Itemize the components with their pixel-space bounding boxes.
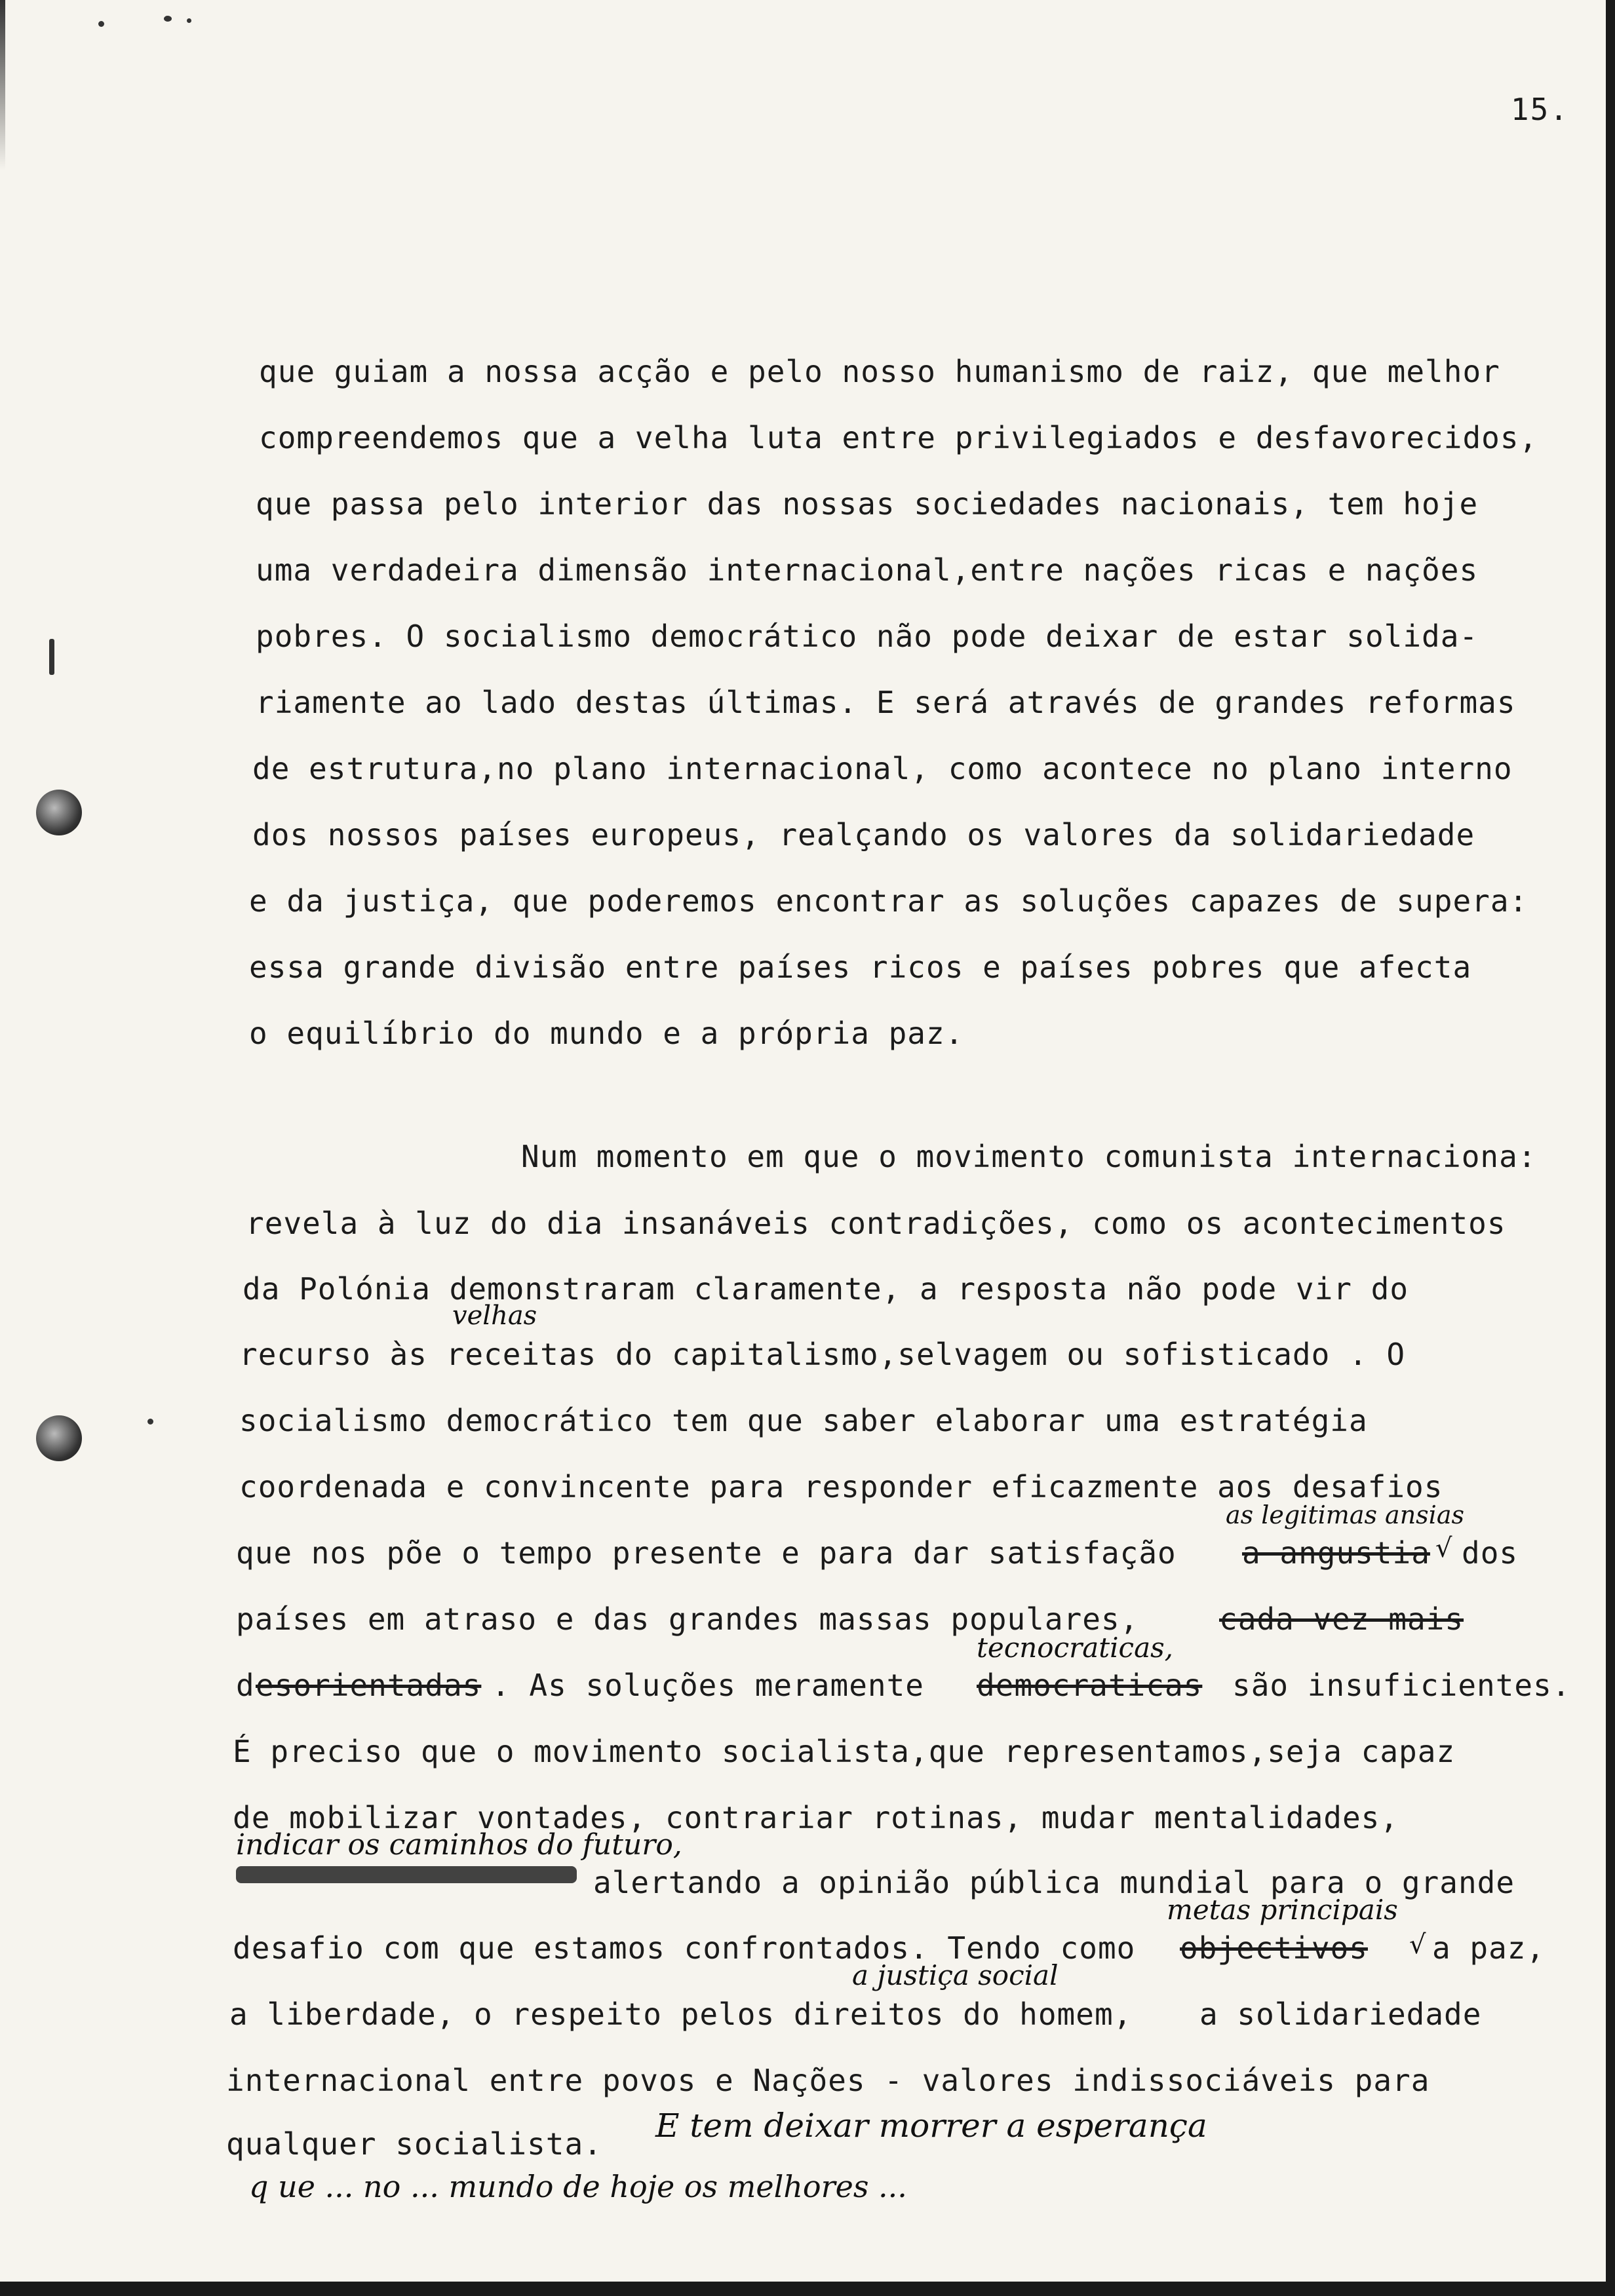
text-line: . As soluções meramente	[492, 1668, 924, 1703]
text-line: pobres. O socialismo democrático não pode deixar de estar solida-	[256, 619, 1479, 654]
struck-text: objectivos	[1180, 1930, 1368, 1966]
text-line: uma verdadeira dimensão internacional,entre nações ricas e nações	[256, 552, 1479, 588]
text-line: qualquer socialista.	[226, 2126, 602, 2162]
speck	[147, 1419, 153, 1425]
text-line: dos nossos países europeus, realçando os valores da solidariedade	[252, 817, 1475, 852]
text-line: que passa pelo interior das nossas sociedades nacionais, tem hoje	[256, 486, 1479, 522]
handwritten-note: metas principais	[1167, 1894, 1398, 1926]
text-line: da Polónia demonstraram claramente, a resposta não pode vir do	[243, 1271, 1409, 1307]
scan-edge-right	[1606, 0, 1615, 2296]
text-line: a solidariedade	[1199, 1997, 1482, 2032]
text-line: são insuficientes.	[1232, 1668, 1571, 1703]
text-line: a paz,	[1432, 1930, 1546, 1966]
struck-text: esorientadas	[256, 1668, 482, 1703]
text-line: d	[236, 1668, 255, 1703]
struck-text: a angustia	[1242, 1535, 1430, 1571]
handwritten-note: indicar os caminhos do futuro,	[236, 1828, 682, 1862]
text-line: Num momento em que o movimento comunista internaciona:	[521, 1139, 1537, 1174]
struck-text: cada vez mais	[1219, 1601, 1464, 1637]
handwritten-note: tecnocraticas,	[977, 1632, 1174, 1664]
text-line: desafio com que estamos confrontados. Tendo como	[233, 1930, 1136, 1966]
speck	[187, 18, 191, 23]
text-line: compreendemos que a velha luta entre privilegiados e desfavorecidos,	[259, 420, 1538, 455]
speck	[98, 21, 104, 27]
struck-text: democraticas	[977, 1668, 1203, 1703]
speck	[164, 16, 172, 22]
text-line: de mobilizar vontades, contrariar rotinas, mudar mentalidades,	[233, 1800, 1399, 1835]
scribbled-out-text	[236, 1866, 577, 1883]
text-line: países em atraso e das grandes massas populares,	[236, 1601, 1139, 1637]
text-line: socialismo democrático tem que saber elaborar uma estratégia	[239, 1403, 1368, 1438]
scan-edge-left	[0, 0, 5, 170]
text-line: o equilíbrio do mundo e a própria paz.	[249, 1016, 964, 1051]
text-line: recurso às receitas do capitalismo,selvagem ou sofisticado . O	[239, 1337, 1406, 1372]
text-line: a liberdade, o respeito pelos direitos do homem,	[229, 1997, 1133, 2032]
handwritten-note: as legitimas ansias	[1226, 1501, 1464, 1529]
text-line: dos	[1462, 1535, 1519, 1571]
text-line: que guiam a nossa acção e pelo nosso humanismo de raiz, que melhor	[259, 354, 1500, 389]
text-line: alertando a opinião pública mundial para o grande	[593, 1865, 1515, 1900]
text-line: internacional entre povos e Nações - valores indissociáveis para	[226, 2063, 1430, 2098]
insertion-mark: √	[1409, 1930, 1426, 1960]
insertion-mark: √	[1435, 1533, 1452, 1563]
text-line: essa grande divisão entre países ricos e países pobres que afecta	[249, 949, 1472, 985]
handwritten-note: velhas	[452, 1301, 537, 1331]
page-number: 15.	[1510, 92, 1569, 127]
text-line: riamente ao lado destas últimas. E será através de grandes reformas	[256, 685, 1516, 720]
handwritten-note: E tem deixar morrer a esperança	[655, 2107, 1207, 2145]
text-line: É preciso que o movimento socialista,que representamos,seja capaz	[233, 1734, 1456, 1769]
handwritten-note: a justiça social	[852, 1959, 1059, 1991]
text-line: de estrutura,no plano internacional, como acontece no plano interno	[252, 751, 1513, 786]
handwritten-note: q ue ... no ... mundo de hoje os melhores ...	[249, 2169, 907, 2204]
punch-hole-bottom	[36, 1415, 82, 1461]
text-line: que nos põe o tempo presente e para dar satisfação	[236, 1535, 1177, 1571]
text-line: revela à luz do dia insanáveis contradições, como os acontecimentos	[246, 1206, 1506, 1241]
punch-hole-top	[36, 790, 82, 835]
speck	[49, 639, 54, 675]
text-line: coordenada e convincente para responder eficazmente aos desafios	[239, 1469, 1443, 1504]
text-line: e da justiça, que poderemos encontrar as soluções capazes de supera:	[249, 883, 1528, 919]
scan-edge-bottom	[0, 2282, 1615, 2296]
